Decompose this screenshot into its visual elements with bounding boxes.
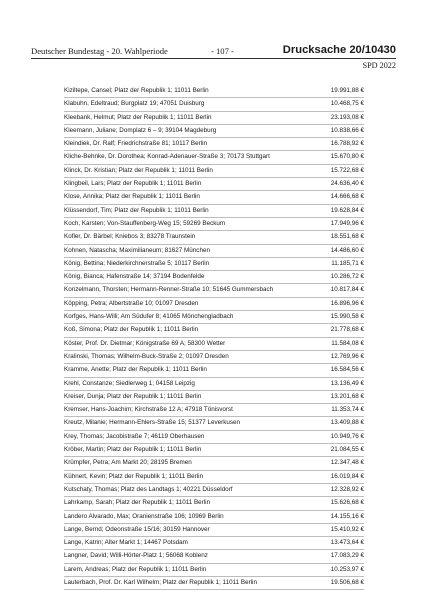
donation-amount: 21.084,55 €	[330, 446, 364, 454]
donation-amount: 24.636,40 €	[330, 180, 364, 188]
list-item	[64, 364, 364, 377]
document-label: Drucksache 20/10430	[282, 44, 396, 56]
donation-amount: 10.817,84 €	[330, 286, 364, 294]
donor-name-address: Lauterbach, Prof. Dr. Karl Wilhelm; Platz der Republik 1; 11011 Berlin	[64, 578, 257, 586]
donor-name-address: Klinck, Dr. Kristian; Platz der Republik 1; 11011 Berlin	[64, 166, 213, 174]
donor-name-address: Kleebank, Helmut; Platz der Republik 1; 11011 Berlin	[64, 113, 212, 121]
donor-name-address: Kofler, Dr. Bärbel; Kniebos 3; 83278 Traunstein	[64, 233, 196, 241]
donation-amount: 11.185,71 €	[331, 259, 364, 267]
donor-name-address: Kliche-Behnke, Dr. Dorothea; Konrad-Adenauer-Straße 3; 70173 Stuttgart	[64, 153, 270, 161]
page-header	[31, 44, 396, 58]
header-divider	[31, 58, 396, 59]
list-item	[64, 444, 364, 457]
list-item	[64, 324, 364, 337]
list-item	[64, 338, 364, 351]
donor-name-address: Langner, David; Willi-Hörter-Platz 1; 56068 Koblenz	[64, 552, 208, 560]
donation-amount: 14.486,60 €	[330, 246, 364, 254]
donor-name-address: König, Bianca; Hafenstraße 14; 37194 Bodenfelde	[64, 273, 205, 281]
page-number: - 107 -	[211, 46, 234, 56]
list-item	[64, 218, 364, 231]
list-item	[64, 484, 364, 497]
donor-name-address: Kühnert, Kevin; Platz der Republik 1; 11011 Berlin	[64, 472, 204, 480]
donor-name-address: Konzelmann, Thorsten; Hermann-Renner-Straße 10; 51645 Gummersbach	[64, 286, 274, 294]
list-item	[64, 151, 364, 164]
donation-amount: 10.468,75 €	[330, 100, 364, 108]
donation-amount: 11.584,08 €	[331, 339, 364, 347]
donation-amount: 16.896,96 €	[330, 299, 364, 307]
donor-name-address: Lange, Bernd; Odeonstraße 15/16; 30159 Hannover	[64, 525, 210, 533]
list-item	[64, 178, 364, 191]
donation-amount: 10.949,76 €	[330, 432, 364, 440]
donation-list	[64, 85, 364, 590]
donor-name-address: Koch, Karsten; Von-Stauffenberg-Weg 15; 59269 Beckum	[64, 219, 226, 227]
donation-amount: 13.201,68 €	[330, 392, 364, 400]
list-item	[64, 284, 364, 297]
donation-amount: 16.019,84 €	[330, 472, 364, 480]
donation-amount: 19.628,84 €	[330, 206, 364, 214]
donation-amount: 21.778,68 €	[330, 326, 364, 334]
list-item	[64, 550, 364, 563]
list-item	[64, 471, 364, 484]
donor-name-address: Krey, Thomas; Jacobistraße 7; 46119 Oberhausen	[64, 432, 205, 440]
donor-name-address: Lahrkamp, Sarah; Platz der Republik 1; 11011 Berlin	[64, 499, 211, 507]
list-item	[64, 165, 364, 178]
donation-amount: 14.666,68 €	[330, 193, 364, 201]
donor-name-address: Köster, Prof. Dr. Dietmar; Königstraße 69 A; 58300 Wetter	[64, 339, 226, 347]
donor-name-address: Klingbeil, Lars; Platz der Republik 1; 11011 Berlin	[64, 180, 202, 188]
donation-amount: 14.155,16 €	[330, 512, 364, 520]
list-item	[64, 537, 364, 550]
donor-name-address: Kleemann, Juliane; Domplatz 6 – 9; 39104 Magdeburg	[64, 126, 217, 134]
donation-amount: 12.328,92 €	[330, 485, 364, 493]
list-item	[64, 85, 364, 98]
list-item	[64, 417, 364, 430]
donation-amount: 13.136,49 €	[330, 379, 364, 387]
donation-amount: 10.838,66 €	[330, 126, 364, 134]
donation-amount: 15.626,68 €	[330, 499, 364, 507]
list-item	[64, 404, 364, 417]
donor-name-address: Lange, Katrin; Alter Markt 1; 14467 Potsdam	[64, 539, 188, 547]
donation-amount: 11.353,74 €	[331, 406, 364, 414]
list-item	[64, 191, 364, 204]
publication-name: Deutscher Bundestag - 20. Wahlperiode	[31, 46, 168, 56]
donor-name-address: Kröber, Martin; Platz der Republik 1; 11011 Berlin	[64, 446, 202, 454]
donor-name-address: Larem, Andreas; Platz der Republik 1; 11011 Berlin	[64, 565, 207, 573]
donor-name-address: Krümpfer, Petra; Am Markt 20; 28195 Bremen	[64, 459, 192, 467]
donor-name-address: König, Bettina; Niederkirchnerstraße 5; 10117 Berlin	[64, 259, 210, 267]
donor-name-address: Kramme, Anette; Platz der Republik 1; 11011 Berlin	[64, 366, 207, 374]
donation-amount: 15.990,58 €	[330, 313, 364, 321]
donor-name-address: Kremser, Hans-Joachim; Kirchstraße 12 A; 47918 Tönisvorst	[64, 406, 233, 414]
donation-amount: 12.347,48 €	[330, 459, 364, 467]
donation-amount: 17.949,96 €	[330, 219, 364, 227]
donor-name-address: Kralinski, Thomas; Wilhelm-Buck-Straße 2; 01097 Dresden	[64, 352, 229, 360]
list-item	[64, 258, 364, 271]
donation-amount: 23.193,08 €	[330, 113, 364, 121]
donor-name-address: Kleindiek, Dr. Ralf; Friedrichstraße 81; 10117 Berlin	[64, 140, 208, 148]
donation-amount: 15.410,92 €	[330, 525, 364, 533]
donor-name-address: Kohnen, Natascha; Maximilianeum; 81627 München	[64, 246, 210, 254]
donor-name-address: Koß, Simona; Platz der Republik 1; 11011 Berlin	[64, 326, 199, 334]
list-item	[64, 378, 364, 391]
donation-amount: 19.506,68 €	[330, 578, 364, 586]
list-item	[64, 391, 364, 404]
list-item	[64, 112, 364, 125]
donation-amount: 13.409,88 €	[330, 419, 364, 427]
donor-name-address: Kutschaty, Thomas; Platz des Landtags 1; 40221 Düsseldorf	[64, 485, 233, 493]
list-item	[64, 271, 364, 284]
donation-amount: 10.286,72 €	[330, 273, 364, 281]
donor-name-address: Landero Alvarado, Max; Oranienstraße 106; 10969 Berlin	[64, 512, 224, 520]
list-item	[64, 351, 364, 364]
donation-amount: 16.788,92 €	[330, 140, 364, 148]
list-item	[64, 138, 364, 151]
list-item	[64, 231, 364, 244]
donation-amount: 12.769,96 €	[330, 352, 364, 360]
list-item	[64, 245, 364, 258]
list-item	[64, 311, 364, 324]
donor-name-address: Köpping, Petra; Albertstraße 10; 01097 Dresden	[64, 299, 199, 307]
donor-name-address: Krehl, Constanze; Siedlerweg 1; 04158 Leipzig	[64, 379, 195, 387]
donation-amount: 17.083,29 €	[330, 552, 364, 560]
donation-amount: 16.584,56 €	[330, 366, 364, 374]
donation-amount: 13.473,64 €	[330, 539, 364, 547]
donor-name-address: Korfges, Hans-Willi; Am Südufer 8; 41065 Mönchengladbach	[64, 313, 234, 321]
list-item	[64, 125, 364, 138]
list-item	[64, 564, 364, 577]
donor-name-address: Klose, Annika; Platz der Republik 1; 11011 Berlin	[64, 193, 200, 201]
donor-name-address: Kreiser, Dunja; Platz der Republik 1; 11011 Berlin	[64, 392, 202, 400]
list-item	[64, 431, 364, 444]
list-item	[64, 457, 364, 470]
list-item	[64, 98, 364, 111]
list-item	[64, 298, 364, 311]
donor-name-address: Kiziltepe, Cansel; Platz der Republik 1; 11011 Berlin	[64, 87, 209, 94]
donation-amount: 15.670,80 €	[330, 153, 364, 161]
donor-name-address: Klabuhn, Edeltraud; Burgplatz 19; 47051 Duisburg	[64, 100, 205, 108]
donation-amount: 18.551,68 €	[330, 233, 364, 241]
list-item	[64, 497, 364, 510]
donor-name-address: Klüssendorf, Tim; Platz der Republik 1; 11011 Berlin	[64, 206, 209, 214]
list-item	[64, 524, 364, 537]
list-item	[64, 205, 364, 218]
donation-amount: 19.991,88 €	[330, 87, 364, 94]
list-item	[64, 577, 364, 590]
donor-name-address: Kreutz, Milanie; Hermann-Ehlers-Straße 15; 51377 Leverkusen	[64, 419, 241, 427]
section-tag: SPD 2022	[362, 61, 396, 70]
donation-amount: 10.253,97 €	[330, 565, 364, 573]
list-item	[64, 511, 364, 524]
donation-amount: 15.722,68 €	[330, 166, 364, 174]
